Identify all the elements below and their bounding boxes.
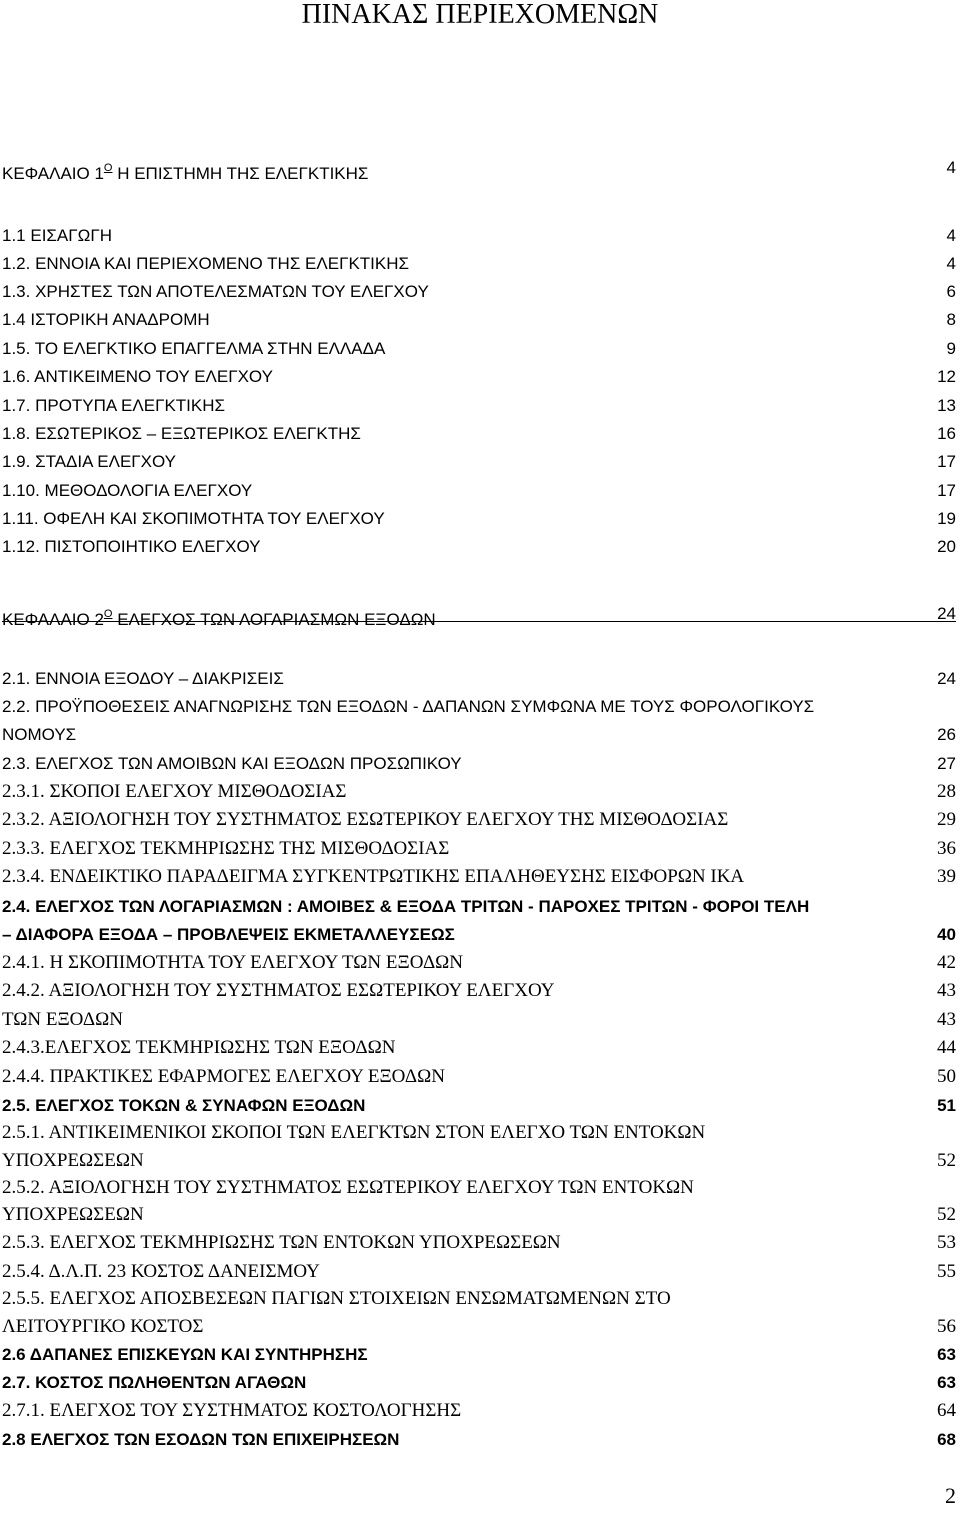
toc-entry[interactable]: 2.3.4. ΕΝΔΕΙΚΤΙΚΟ ΠΑΡΑΔΕΙΓΜΑ ΣΥΓΚΕΝΤΡΩΤΙΚΗΣ ΕΠΑΛΗΘΕΥΣΗΣ ΕΙΣΦΟΡΩΝ ΙΚΑ 39 <box>2 866 956 887</box>
chapter-title: ΚΕΦΑΛΑΙΟ $1^O$ Η ΕΠΙΣΤΗΜΗ ΤΗΣ ΕΛΕΓΚΤΙΚΗΣ <box>2 162 369 183</box>
toc-entry[interactable]: 2.3.2. ΑΞΙΟΛΟΓΗΣΗ ΤΟΥ ΣΥΣΤΗΜΑΤΟΣ ΕΣΩΤΕΡΙΚΟΥ ΕΛΕΓΧΟΥ ΤΗΣ ΜΙΣΘΟΔΟΣΙΑΣ 29 <box>2 809 956 830</box>
page-ref: 4 <box>946 158 956 177</box>
toc-entry[interactable]: 2.6 ΔΑΠΑΝΕΣ ΕΠΙΣΚΕΥΩΝ ΚΑΙ ΣΥΝΤΗΡΗΣΗΣ 63 <box>2 1345 956 1364</box>
toc-entry[interactable]: – ΔΙΑΦΟΡΑ ΕΞΟΔΑ – ΠΡΟΒΛΕΨΕΙΣ ΕΚΜΕΤΑΛΛΕΥΣΕΩΣ 40 <box>2 925 956 944</box>
toc-entry[interactable]: 2.4.2. ΑΞΙΟΛΟΓΗΣΗ ΤΟΥ ΣΥΣΤΗΜΑΤΟΣ ΕΣΩΤΕΡΙΚΟΥ ΕΛΕΓΧΟΥ 43 <box>2 980 956 1001</box>
toc-entry[interactable]: 2.4.3.ΕΛΕΓΧΟΣ ΤΕΚΜΗΡΙΩΣΗΣ ΤΩΝ ΕΞΟΔΩΝ 44 <box>2 1037 956 1058</box>
toc-entry[interactable]: 2.1. ΕΝΝΟΙΑ ΕΞΟΔΟΥ – ΔΙΑΚΡΙΣΕΙΣ 24 <box>2 669 956 688</box>
toc-entry[interactable]: 1.3. ΧΡΗΣΤΕΣ ΤΩΝ ΑΠΟΤΕΛΕΣΜΑΤΩΝ ΤΟΥ ΕΛΕΓΧΟΥ 6 <box>2 282 956 301</box>
toc-entry[interactable]: 1.10. ΜΕΘΟΔΟΛΟΓΙΑ ΕΛΕΓΧΟΥ 17 <box>2 481 956 500</box>
toc-entry[interactable]: ΝΟΜΟΥΣ 26 <box>2 725 956 744</box>
toc-entry[interactable]: 1.12. ΠΙΣΤΟΠΟΙΗΤΙΚΟ ΕΛΕΓΧΟΥ 20 <box>2 537 956 556</box>
toc-entry[interactable]: 1.2. ΕΝΝΟΙΑ ΚΑΙ ΠΕΡΙΕΧΟΜΕΝΟ ΤΗΣ ΕΛΕΓΚΤΙΚΗΣ 4 <box>2 254 956 273</box>
toc-entry[interactable]: 2.4.4. ΠΡΑΚΤΙΚΕΣ ΕΦΑΡΜΟΓΕΣ ΕΛΕΓΧΟΥ ΕΞΟΔΩΝ 50 <box>2 1066 956 1087</box>
toc-entry[interactable]: 2.5.4. Δ.Λ.Π. 23 ΚΟΣΤΟΣ ΔΑΝΕΙΣΜΟΥ 55 <box>2 1261 956 1282</box>
toc-entry[interactable]: 1.7. ΠΡΟΤΥΠΑ ΕΛΕΓΚΤΙΚΗΣ 13 <box>2 396 956 415</box>
chapter-title: ΚΕΦΑΛΑΙΟ $2^O$ ΕΛΕΓΧΟΣ ΤΩΝ ΛΟΓΑΡΙΑΣΜΩΝ ΕΞΟΔΩΝ <box>2 608 436 629</box>
toc-entry[interactable]: 2.5.3. ΕΛΕΓΧΟΣ ΤΕΚΜΗΡΙΩΣΗΣ ΤΩΝ ΕΝΤΟΚΩΝ ΥΠΟΧΡΕΩΣΕΩΝ 53 <box>2 1232 956 1253</box>
toc-entry[interactable]: 1.6. ΑΝΤΙΚΕΙΜΕΝΟ ΤΟΥ ΕΛΕΓΧΟΥ 12 <box>2 367 956 386</box>
toc-entry[interactable]: 1.9. ΣΤΑΔΙΑ ΕΛΕΓΧΟΥ 17 <box>2 452 956 471</box>
toc-entry[interactable]: 2.3.1. ΣΚΟΠΟΙ ΕΛΕΓΧΟΥ ΜΙΣΘΟΔΟΣΙΑΣ 28 <box>2 781 956 802</box>
toc-entry[interactable]: 2.5.1. ΑΝΤΙΚΕΙΜΕΝΙΚΟΙ ΣΚΟΠΟΙ ΤΩΝ ΕΛΕΓΚΤΩΝ ΣΤΟΝ ΕΛΕΓΧΟ ΤΩΝ ΕΝΤΟΚΩΝ <box>2 1122 706 1143</box>
toc-entry[interactable]: ΛΕΙΤΟΥΡΓΙΚΟ ΚΟΣΤΟΣ 56 <box>2 1316 956 1337</box>
toc-entry[interactable]: ΥΠΟΧΡΕΩΣΕΩΝ 52 <box>2 1204 956 1225</box>
toc-chapter-2[interactable] <box>2 600 956 628</box>
toc-entry[interactable]: 2.7.1. ΕΛΕΓΧΟΣ ΤΟΥ ΣΥΣΤΗΜΑΤΟΣ ΚΟΣΤΟΛΟΓΗΣΗΣ 64 <box>2 1400 956 1421</box>
toc-entry[interactable]: 2.2. ΠΡΟΫΠΟΘΕΣΕΙΣ ΑΝΑΓΝΩΡΙΣΗΣ ΤΩΝ ΕΞΟΔΩΝ - ΔΑΠΑΝΩΝ ΣΥΜΦΩΝΑ ΜΕ ΤΟΥΣ ΦΟΡΟΛΟΓΙΚΟΥΣ <box>2 697 815 716</box>
toc-entry[interactable]: ΤΩΝ ΕΞΟΔΩΝ 43 <box>2 1009 956 1030</box>
page-number: 2 <box>945 1483 956 1508</box>
toc-entry[interactable]: 2.5.5. ΕΛΕΓΧΟΣ ΑΠΟΣΒΕΣΕΩΝ ΠΑΓΙΩΝ ΣΤΟΙΧΕΙΩΝ ΕΝΣΩΜΑΤΩΜΕΝΩΝ ΣΤΟ <box>2 1288 671 1309</box>
toc-entry[interactable]: 2.5. ΕΛΕΓΧΟΣ ΤΟΚΩΝ & ΣΥΝΑΦΩΝ ΕΞΟΔΩΝ 51 <box>2 1096 956 1115</box>
toc-entry[interactable]: 2.4. ΕΛΕΓΧΟΣ ΤΩΝ ΛΟΓΑΡΙΑΣΜΩΝ : ΑΜΟΙΒΕΣ & ΕΞΟΔΑ ΤΡΙΤΩΝ - ΠΑΡΟΧΕΣ ΤΡΙΤΩΝ - ΦΟΡΟΙ ΤΕΛΗ <box>2 897 810 916</box>
toc-chapter-1[interactable] <box>2 154 956 182</box>
toc-entry[interactable]: 1.5. ΤΟ ΕΛΕΓΚΤΙΚΟ ΕΠΑΓΓΕΛΜΑ ΣΤΗΝ ΕΛΛΑΔΑ 9 <box>2 339 956 358</box>
toc-entry[interactable]: 1.4 ΙΣΤΟΡΙΚΗ ΑΝΑΔΡΟΜΗ 8 <box>2 310 956 329</box>
page-title: ΠΙΝΑΚΑΣ ΠΕΡΙΕΧΟΜΕΝΩΝ <box>301 0 659 30</box>
page-ref: 24 <box>937 604 956 623</box>
toc-entry[interactable]: 2.4.1. Η ΣΚΟΠΙΜΟΤΗΤΑ ΤΟΥ ΕΛΕΓΧΟΥ ΤΩΝ ΕΞΟΔΩΝ 42 <box>2 952 956 973</box>
toc-entry[interactable]: 1.1 ΕΙΣΑΓΩΓΗ 4 <box>2 226 956 245</box>
toc-entry[interactable]: 2.5.2. ΑΞΙΟΛΟΓΗΣΗ ΤΟΥ ΣΥΣΤΗΜΑΤΟΣ ΕΣΩΤΕΡΙΚΟΥ ΕΛΕΓΧΟΥ ΤΩΝ ΕΝΤΟΚΩΝ <box>2 1177 694 1198</box>
toc-entry[interactable]: ΥΠΟΧΡΕΩΣΕΩΝ 52 <box>2 1150 956 1171</box>
toc-entry[interactable]: 2.8 ΕΛΕΓΧΟΣ ΤΩΝ ΕΣΟΔΩΝ ΤΩΝ ΕΠΙΧΕΙΡΗΣΕΩΝ 68 <box>2 1430 956 1449</box>
toc-entry[interactable]: 2.3. ΕΛΕΓΧΟΣ ΤΩΝ ΑΜΟΙΒΩΝ ΚΑΙ ΕΞΟΔΩΝ ΠΡΟΣΩΠΙΚΟΥ 27 <box>2 754 956 773</box>
toc-entry[interactable]: 1.8. ΕΣΩΤΕΡΙΚΟΣ – ΕΞΩΤΕΡΙΚΟΣ ΕΛΕΓΚΤΗΣ 16 <box>2 424 956 443</box>
toc-entry[interactable]: 2.7. ΚΟΣΤΟΣ ΠΩΛΗΘΕΝΤΩΝ ΑΓΑΘΩΝ 63 <box>2 1373 956 1392</box>
toc-entry[interactable]: 1.11. ΟΦΕΛΗ ΚΑΙ ΣΚΟΠΙΜΟΤΗΤΑ ΤΟΥ ΕΛΕΓΧΟΥ 19 <box>2 509 956 528</box>
toc-entry[interactable]: 2.3.3. ΕΛΕΓΧΟΣ ΤΕΚΜΗΡΙΩΣΗΣ ΤΗΣ ΜΙΣΘΟΔΟΣΙΑΣ 36 <box>2 838 956 859</box>
